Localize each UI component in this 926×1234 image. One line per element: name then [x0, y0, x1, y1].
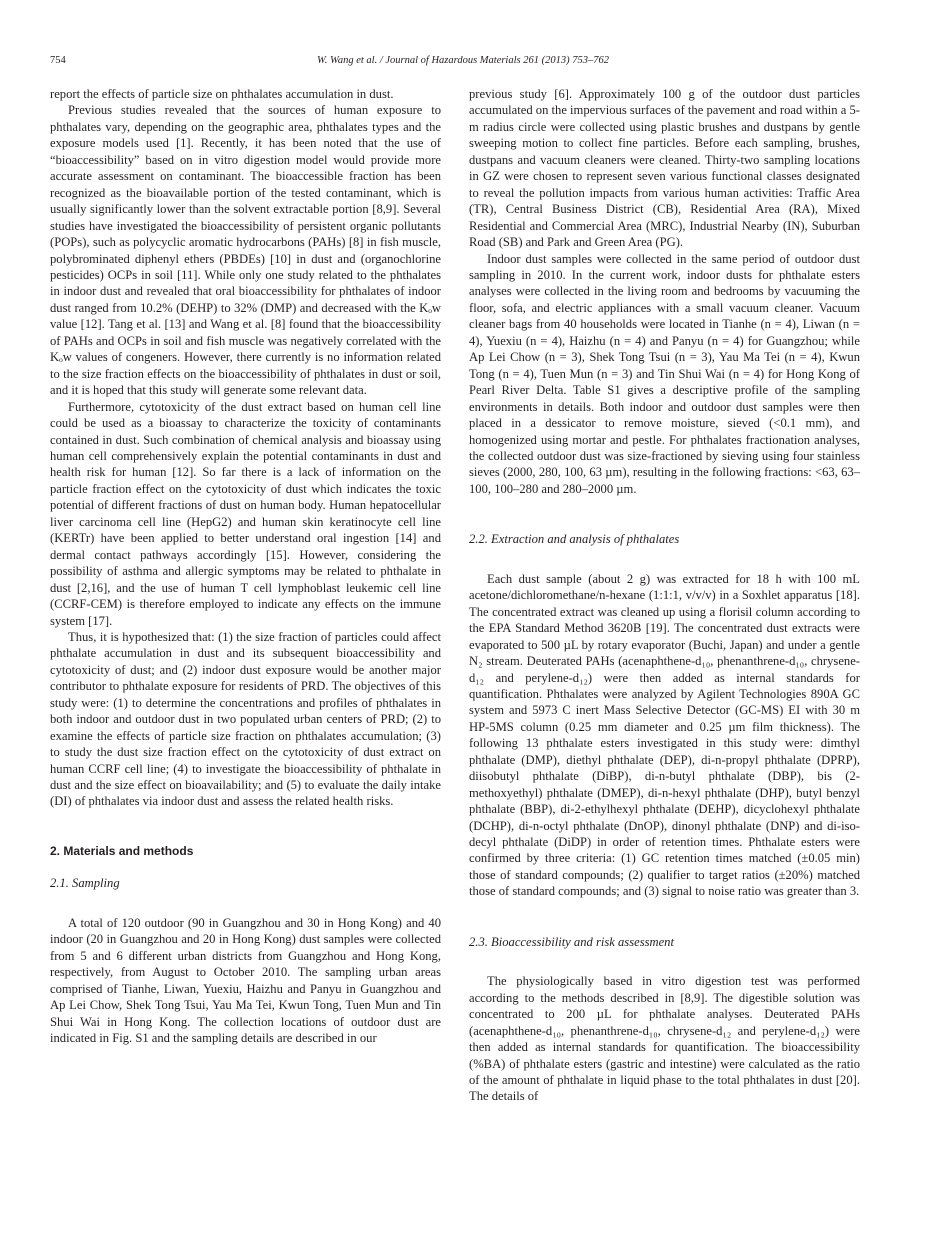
page-number: 754 — [50, 55, 66, 66]
subsection-heading: 2.2. Extraction and analysis of phthalates — [469, 532, 680, 547]
paragraph: Furthermore, cytotoxicity of the dust extract based on human cell line could be used as a bioassay to characterize the toxicity of contaminants contained in dust. Such combination of chemical analysis and bioassay using human cell comprehensively explain the potential contaminants in dust and health risk for human [12]. So far there is a lack of information on the particle fraction effect on the cytotoxicity of dust which indicates the toxic potential of different fractions of dust on human body. Human hepatocellular liver carcinoma cell line (HepG2) and human skin keratinocyte cell line (KERTr) have been applied to better understand oral ingestion [14] and dermal contact pathways accordingly [15]. However, considering the possibility of asthma and allergic symptoms may be related to phthalate in dust [2,16], and the use of human T cell lymphoblast leukemic cell line (CCRF-CEM) is therefore employed to indicate any effects on the immune system [17]. — [50, 399, 441, 628]
paragraph: Thus, it is hypothesized that: (1) the size fraction of particles could affect phthalate accumulation in dust and its subsequent bioaccessibility and cytotoxicity of dust; and (2) indoor dust exposure would be another major contributor to phthalate exposure for residents of PRD. The objectives of this study were: (1) to determine the concentrations and profiles of phthalates in both indoor and outdoor dust in two populated urban centers of PRD; (2) to examine the effects of particle size fraction on phthalates accumulation; (3) to study the dust size fraction effect on the cytotoxicity of dust extract on human CCRF cell line; (4) to investigate the bioaccessibility of phthalate in dust and the size effect on bioavailability; and (5) to evaluate the daily intake (DI) of phthalates via indoor dust and assess the related health risks. — [50, 629, 441, 809]
paragraph: previous study [6]. Approximately 100 g of the outdoor dust particles accumulated on the impervious surfaces of the pavement and road within a 5-m radius circle were collected using plastic brushes and dustpans by gentle sweeping motion to collect fine particles. Before each sampling, brushes, dustpans and vacuum cleaners were cleaned. Thirty-two sampling locations in GZ were chosen to represent seven various functional classes designated to reveal the pollution impacts from various human activities: Traffic Area (TR), Central Business District (CB), Residential Area (RA), Mixed Residential and Commercial Area (MRC), Industrial Nearby (IN), Suburban Road (SB) and Park and Green Area (PG). — [469, 87, 860, 250]
subsection-heading: 2.3. Bioaccessibility and risk assessment — [469, 934, 674, 949]
paragraph: Previous studies revealed that the sources of human exposure to phthalates vary, depending on the geographic area, phthalates types and the exposure models used [1]. Recently, it has been noted that the use of “bioaccessibility” based on in vitro digestion model would provide more accurate assessment on contaminant. The bioaccessible fraction has been recognized as the bioavailable portion of the tested contaminant, which is usually significantly lower than the solvent extractable portion [8,9]. Several studies have investigated the bioaccessibility of persistent organic pollutants (POPs), such as polycyclic aromatic hydrocarbons (PAHs) [8] in fish muscle, polybrominated diphenyl ethers (PBDEs) [10] in dust and (organochlorine pesticides) OCPs in soil [11]. While only one study related to the phthalates in indoor dust and revealed that oral bioaccessibility for phthalates of indoor dust ranged from 10.2% (DEHP) to 32% (DMP) and decreased with the Kₒw value [12]. Tang et al. [13] and Wang et al. [8] found that the bioaccessibility of PAHs and OCPs in soil and fish muscle was negatively correlated with the Kₒw values of congeners. However, there currently is no information related to the size fraction effects on the bioaccessibility of phthalates in dust or soil, and it is hoped that this study will generate some relevant data. — [50, 103, 441, 398]
paragraph: A total of 120 outdoor (90 in Guangzhou and 30 in Hong Kong) and 40 indoor (20 in Guangzhou and 20 in Hong Kong) dust samples were collected from 5 and 6 different urban districts from Guangzhou and Hong Kong, respectively, from August to October 2010. The sampling urban areas comprised of Tianhe, Liwan, Yuexiu, Haizhu and Panyu in Guangzhou and Ap Lei Chow, Shek Tong Tsui, Yau Ma Tei, Kwun Tong, Tuen Mun and Tin Shui Wai in Hong Kong. The collection locations of outdoor dust are indicated in Fig. S1 and the sampling details are described in our — [50, 915, 441, 1046]
left-column — [50, 86, 441, 1046]
paragraph: The physiologically based in vitro digestion test was performed according to the methods described in [8,9]. The digestible solution was concentrated to 200 µL for phthalate analyses. Deuterated PAHs (acenaphthene-d₁₀, phenanthrene-d₁₀, chrysene-d₁₂ and perylene-d₁₂) were then added as internal standards for quantification. The bioaccessibility (%BA) of phthalate esters (gastric and intestine) were calculated as the ratio of the amount of phthalate in liquid phase to the total phthalates in dust [20]. The details of — [469, 974, 860, 1104]
right-column — [469, 86, 860, 1105]
running-header: W. Wang et al. / Journal of Hazardous Materials 261 (2013) 753–762 — [317, 55, 609, 66]
paragraph: Indoor dust samples were collected in the same period of outdoor dust sampling in 2010. In the current work, indoor dusts for phthalate esters analyses were collected in the living room and bedrooms by vacuuming the floor, sofa, and electric appliances with a small vacuum cleaner. Vacuum cleaner bags from 40 households were located in Tianhe (n = 4), Liwan (n = 4), Yuexiu (n = 4), Haizhu (n = 4) and Panyu (n = 4) for Guangzhou; while Ap Lei Chow (n = 3), Shek Tong Tsui (n = 3), Yau Ma Tei (n = 4), Kwun Tong (n = 4), Tuen Mun (n = 3) and Tin Shui Wai (n = 4) for Hong Kong of Pearl River Delta. Table S1 gives a descriptive profile of the sampling environments in details. Both indoor and outdoor dust samples were then placed in a dessicator to remove moisture, sieved (<0.1 mm), and homogenized using mortar and pestle. For phthalates fractionation analyses, the collected outdoor dust was size-fractioned by sieving using four stainless sieves (2000, 280, 100, 63 µm), resulting in the following fractions: <63, 63–100, 100–280 and 280–2000 µm. — [469, 251, 860, 496]
paragraph: Each dust sample (about 2 g) was extracted for 18 h with 100 mL acetone/dichloromethane/n-hexane (1:1:1, v/v/v) in a Soxhlet apparatus [18]. The concentrated extract was cleaned up using a florisil column according to the EPA Standard Method 3620B [19]. The concentrated dust extracts were evaporated to 500 µL by rotary evaporator (Buchi, Japan) and under a gentle N₂ stream. Deuterated PAHs (acenaphthene-d₁₀, phenanthrene-d₁₀, chrysene-d₁₂ and perylene-d₁₂) were then added as internal standards for quantification. Phthalates were analyzed by Agilent Technologies 890A GC system and 5973 C inert Mass Selective Detector (GC-MS) EI with 30 m HP-5MS column (0.25 mm diameter and 0.25 µm film thickness). The following 13 phthalate esters investigated in this study were: dimthyl phthalate (DMP), diethyl phthalate (DEP), di-n-propyl phthalate (DPRP), diisobutyl phthalate (DiBP), di-n-butyl phthalate (DBP), bis (2-methoxyethyl) phthalate (DMEP), di-n-hexyl phthalate (DHP), butyl benzyl phthalate (BBP), di-2-ethylhexyl phthalate (DEHP), dicyclohexyl phthalate (DCHP), di-n-octyl phthalate (DnOP), dinonyl phthalate (DNP) and di-iso-decyl phthalate (DiDP) in order of retention times. Phthalate esters were confirmed by three criteria: (1) GC retention times matched (±0.05 min) those of standard compounds; (2) qualifier to target ratios (±20%) matched those of standard compounds; and (3) signal to noise ratio was greater than 3. — [469, 571, 860, 899]
section-heading: 2. Materials and methods — [50, 843, 194, 858]
subsection-heading: 2.1. Sampling — [50, 876, 120, 891]
paragraph: report the effects of particle size on phthalates accumulation in dust. — [50, 87, 394, 101]
